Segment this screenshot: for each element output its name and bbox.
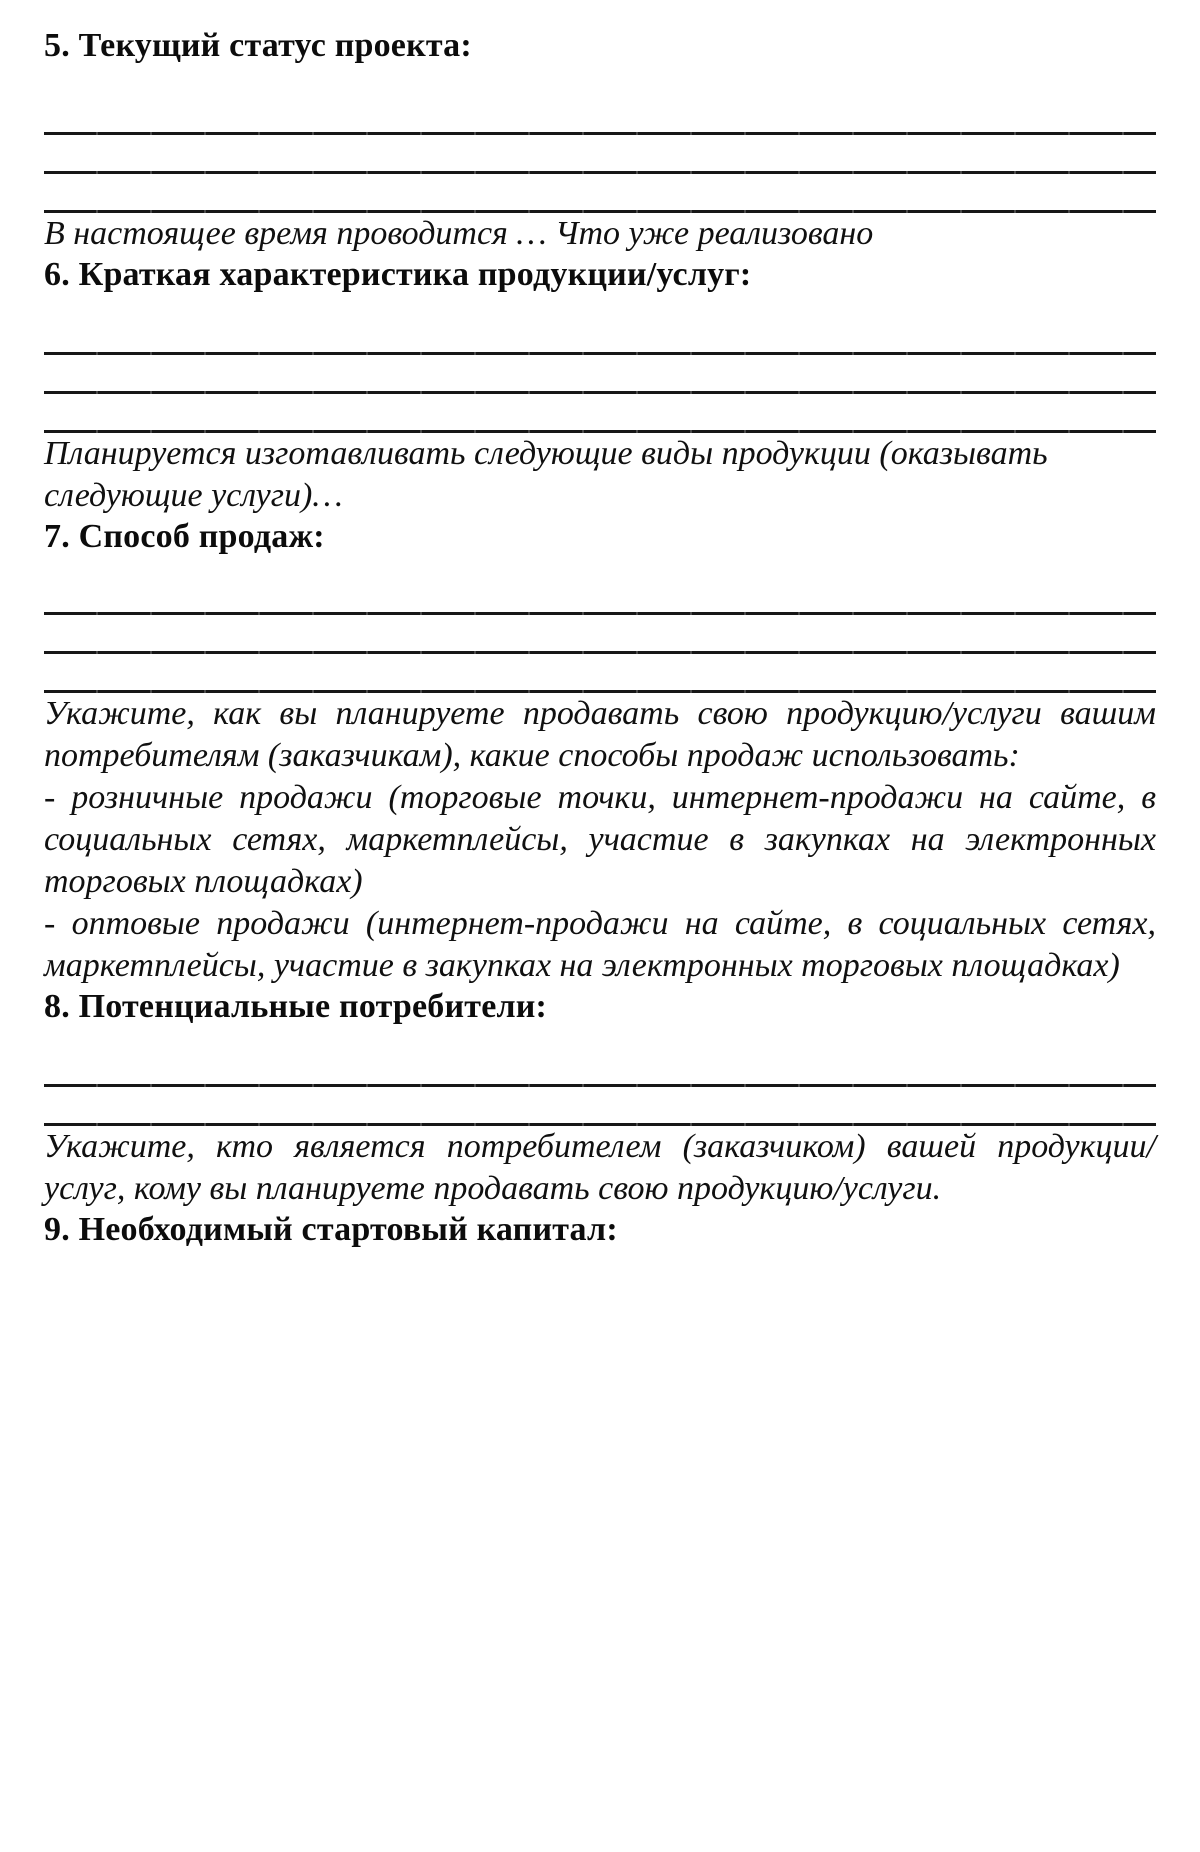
section-8 (44, 987, 1156, 1210)
section-7-heading: 7. Способ продаж: (44, 518, 325, 555)
answer-line (44, 316, 1156, 355)
section-6-answer-lines (44, 316, 1156, 433)
section-8-hint: Укажите, кто является потребителем (заказчиком) вашей продукции/услуг, кому вы планируете продавать свою продукцию/услуги. (44, 1128, 1156, 1207)
answer-line (44, 135, 1156, 174)
answer-line (44, 654, 1156, 693)
answer-line (44, 615, 1156, 654)
answer-line (44, 1048, 1156, 1087)
answer-line (44, 96, 1156, 135)
answer-line (44, 1087, 1156, 1126)
section-7 (44, 517, 1156, 987)
section-5-heading: 5. Текущий статус проекта: (44, 27, 472, 64)
section-8-answer-lines (44, 1048, 1156, 1126)
section-7-bullet-retail: - розничные продажи (торговые точки, интернет-продажи на сайте, в социальных сетях, маркетплейсы, участие в закупках на электронных торговых площадках) (44, 779, 1156, 900)
section-7-hint: Укажите, как вы планируете продавать свою продукцию/услуги вашим потребителям (заказчикам), какие способы продаж использовать: (44, 695, 1156, 774)
answer-line (44, 355, 1156, 394)
section-9 (44, 1210, 1156, 1250)
section-6-hint: Планируется изготавливать следующие виды продукции (оказывать следующие услуги)… (44, 435, 1048, 514)
section-5-hint: В настоящее время проводится … Что уже реализовано (44, 215, 874, 252)
section-8-heading: 8. Потенциальные потребители: (44, 988, 548, 1025)
section-9-heading: 9. Необходимый стартовый капитал: (44, 1211, 618, 1248)
section-7-answer-lines (44, 576, 1156, 693)
answer-line (44, 394, 1156, 433)
section-7-bullet-wholesale: - оптовые продажи (интернет-продажи на сайте, в социальных сетях, маркетплейсы, участие в закупках на электронных торговых площадках) (44, 905, 1156, 984)
section-5 (44, 26, 1156, 255)
answer-line (44, 576, 1156, 615)
section-6 (44, 255, 1156, 517)
section-6-heading: 6. Краткая характеристика продукции/услуг: (44, 256, 752, 293)
answer-line (44, 174, 1156, 213)
section-5-answer-lines (44, 96, 1156, 213)
